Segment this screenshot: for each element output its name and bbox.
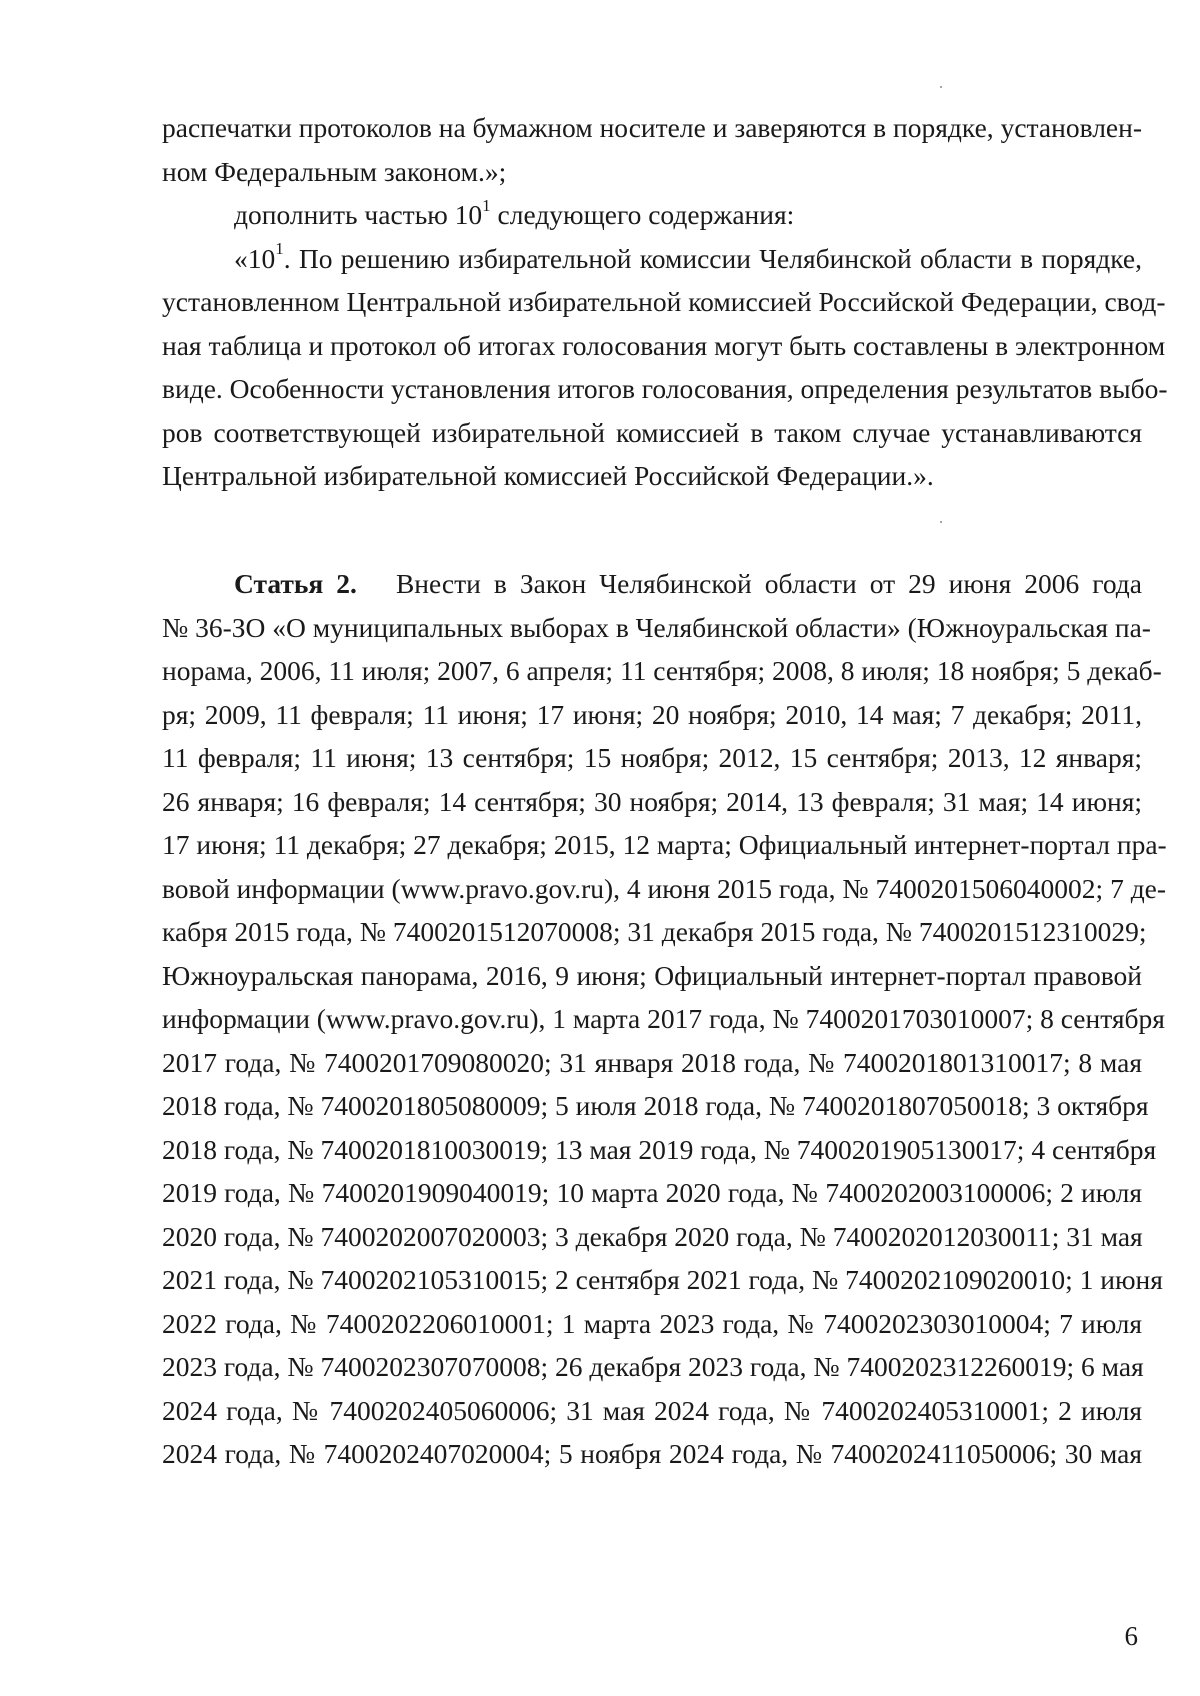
text-line: 2020 года, № 7400202007020003; 3 декабря 2020 года, № 7400202012030011; 31 мая [162, 1220, 1143, 1252]
text-line: 2022 года, № 7400202206010001; 1 марта 2023 года, № 7400202303010004; 7 июля [162, 1307, 1142, 1339]
text-line: 2018 года, № 7400201810030019; 13 мая 2019 года, № 7400201905130017; 4 сентября [162, 1133, 1157, 1165]
text-line: 2018 года, № 7400201805080009; 5 июля 2018 года, № 7400201807050018; 3 октября [162, 1090, 1149, 1121]
page-number: 6 [1124, 1621, 1138, 1651]
text-fragment: Внести в Закон Челябинской области от 29 июня 2006 года [395, 568, 1142, 599]
scan-speck [940, 86, 942, 88]
text-line: 2023 года, № 7400202307070008; 26 декабря 2023 года, № 7400202312260019; 6 мая [162, 1351, 1144, 1382]
article-heading: Статья 2. [234, 568, 357, 599]
text-line: Южноуральская панорама, 2016, 9 июня; Официальный интернет-портал правовой [162, 959, 1142, 991]
text-line: ря; 2009, 11 февраля; 11 июня; 17 июня; 20 ноября; 2010, 14 мая; 7 декабря; 2011, [162, 698, 1142, 730]
text-line: № 36-ЗО «О муниципальных выборах в Челябинской области» (Южноуральская па- [162, 611, 1151, 643]
text-line: ров соответствующей избирательной комиссией в таком случае устанавливаются [162, 416, 1142, 448]
text-line: 26 января; 16 февраля; 14 сентября; 30 ноября; 2014, 13 февраля; 31 мая; 14 июня; [162, 785, 1142, 817]
text-line: Центральной избирательной комиссией Российской Федерации.». [162, 460, 934, 491]
text-line: 11 февраля; 11 июня; 13 сентября; 15 ноября; 2012, 15 сентября; 2013, 12 января; [162, 742, 1142, 773]
text-line: 2021 года, № 7400202105310015; 2 сентября 2021 года, № 7400202109020010; 1 июня [162, 1264, 1163, 1295]
text-line: вовой информации (www.pravo.gov.ru), 4 июня 2015 года, № 7400201506040002; 7 де- [162, 872, 1167, 904]
text-line [162, 237, 1142, 281]
article-2-text [162, 562, 1167, 1476]
scan-speck [940, 521, 942, 523]
text-line: распечатки протоколов на бумажном носителе и заверяются в порядке, установлен- [162, 112, 1142, 143]
text-line: 2017 года, № 7400201709080020; 31 января 2018 года, № 7400201801310017; 8 мая [162, 1046, 1142, 1078]
superscript: 1 [482, 195, 491, 215]
text-fragment: «10 [234, 242, 276, 274]
text-line: виде. Особенности установления итогов голосования, определения результатов выбо- [162, 373, 1168, 404]
text-line: ная таблица и протокол об итогах голосования могут быть составлены в электронном [162, 329, 1166, 361]
text-line: норама, 2006, 11 июля; 2007, 6 апреля; 11 сентября; 2008, 8 июля; 18 ноября; 5 декаб- [162, 655, 1162, 686]
text-line: ном Федеральным законом.»; [162, 155, 507, 187]
text-fragment [357, 568, 396, 599]
text-line: 2024 года, № 7400202407020004; 5 ноября 2024 года, № 7400202411050006; 30 мая [162, 1438, 1142, 1469]
text-line: кабря 2015 года, № 7400201512070008; 31 декабря 2015 года, № 7400201512310029; [162, 916, 1147, 947]
text-fragment: следующего содержания: [490, 199, 795, 230]
text-fragment: дополнить частью 10 [234, 199, 483, 230]
text-line: информации (www.pravo.gov.ru), 1 марта 2017 года, № 7400201703010007; 8 сентября [162, 1003, 1165, 1034]
text-line: установленном Центральной избирательной комиссией Российской Федерации, свод- [162, 286, 1166, 317]
text-line: 17 июня; 11 декабря; 27 декабря; 2015, 12 марта; Официальный интернет-портал пра- [162, 829, 1167, 860]
text-line: 2024 года, № 7400202405060006; 31 мая 2024 года, № 7400202405310001; 2 июля [162, 1394, 1142, 1426]
text-line [162, 562, 1142, 606]
text-line [162, 193, 1142, 237]
section-amendment-text [162, 106, 1168, 498]
text-fragment: . По решению избирательной комиссии Челябинской области в порядке, [283, 242, 1142, 274]
superscript: 1 [275, 239, 284, 259]
text-line: 2019 года, № 7400201909040019; 10 марта 2020 года, № 7400202003100006; 2 июля [162, 1177, 1142, 1208]
